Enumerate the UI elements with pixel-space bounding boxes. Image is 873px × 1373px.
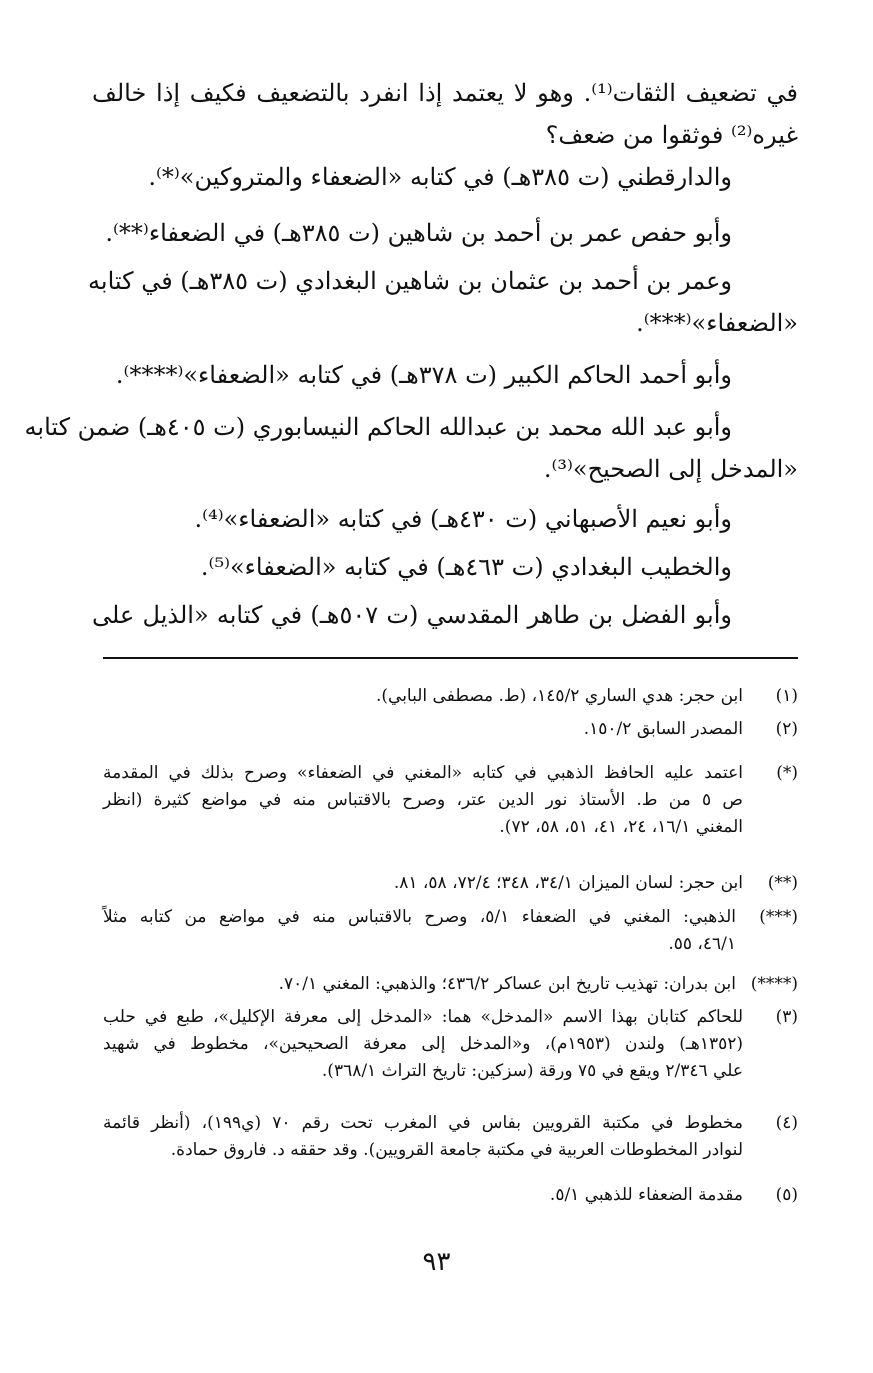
footnote-text: ابن حجر: هدي الساري ١٤٥/٢، (ط. مصطفى البابي).: [376, 686, 743, 706]
footnote-text: ابن بدران: تهذيب تاريخ ابن عساكر ٤٣٦/٢؛ والذهبي: المغني ٧٠/١.: [278, 974, 736, 994]
body-line-12: وأبو الفضل بن طاهر المقدسي (ت ٥٠٧هـ) في كتابه «الذيل على: [92, 601, 732, 629]
footnote-mark: (٣): [775, 1007, 798, 1027]
footnote-5: [103, 1182, 798, 1209]
body-line-5: وعمر بن أحمد بن عثمان بن شاهين البغدادي (ت ٣٨٥هـ) في كتابه: [88, 267, 732, 295]
footnote-text: المصدر السابق ١٥٠/٢.: [583, 719, 743, 739]
footnote-mark: (****): [750, 974, 798, 994]
footnote-mark: (**): [767, 873, 798, 893]
footnote-text: ابن حجر: لسان الميزان ٣٤/١، ٣٤٨؛ ٧٢/٤، ٥٨، ٨١.: [393, 873, 743, 893]
footnote-text: علي ٢/٣٤٦ ويقع في ٧٥ ورقة (سزكين: تاريخ التراث ٣٦٨/١).: [321, 1061, 743, 1081]
body-line-10: وأبو نعيم الأصبهاني (ت ٤٣٠هـ) في كتابه «الضعفاء»⁽⁴⁾.: [194, 505, 732, 533]
body-line-1: في تضعيف الثقات⁽¹⁾. وهو لا يعتمد إذا انفرد بالتضعيف فكيف إذا خالف: [92, 79, 798, 107]
body-line-8: وأبو عبد الله محمد بن عبدالله الحاكم النيسابوري (ت ٤٠٥هـ) ضمن كتابه: [24, 413, 732, 441]
body-line-9: «المدخل إلى الصحيح»⁽³⁾.: [543, 455, 798, 483]
body-line-11: والخطيب البغدادي (ت ٤٦٣هـ) في كتابه «الضعفاء»⁽⁵⁾.: [200, 553, 732, 581]
footnote-text: ص ٥ من ط. الأستاذ نور الدين عتر، وصرح بالاقتباس منه في مواضع كثيرة (انظر: [103, 790, 743, 810]
footnote-text: لنوادر المخطوطات العربية في مكتبة جامعة القرويين). وقد حققه د. فاروق حمادة.: [170, 1140, 743, 1160]
footnote-text: المغني ١٦/١، ٢٤، ٤١، ٥١، ٥٨، ٧٢).: [499, 817, 743, 837]
footnote-text: ٤٦/١، ٥٥.: [668, 934, 736, 954]
footnote-text: مقدمة الضعفاء للذهبي ٥/١.: [549, 1185, 743, 1205]
footnote-text: للحاكم كتابان بهذا الاسم «المدخل» هما: «المدخل إلى معرفة الإكليل»، طبع في حلب: [103, 1007, 743, 1027]
footnote-2: [103, 716, 798, 743]
footnote-text: (١٣٥٢هـ) ولندن (١٩٥٣م)، و«المدخل إلى معرفة الصحيحين»، مخطوط في شهيد: [103, 1034, 743, 1054]
footnote-star-2: [103, 870, 798, 897]
footnote-mark: (٢): [775, 719, 798, 739]
footnote-text: اعتمد عليه الحافظ الذهبي في كتابه «المغني في الضعفاء» وصرح بذلك في المقدمة: [103, 763, 743, 783]
footnote-mark: (***): [759, 907, 798, 927]
footnote-4: [103, 1110, 798, 1164]
body-line-6: «الضعفاء»⁽***⁾.: [636, 309, 798, 337]
footnote-mark: (١): [775, 686, 798, 706]
footnote-3: [103, 1004, 798, 1085]
body-line-4: وأبو حفص عمر بن أحمد بن شاهين (ت ٣٨٥هـ) في الضعفاء⁽**⁾.: [105, 219, 732, 247]
footnote-star-1: [103, 760, 798, 841]
footnote-mark: (٥): [775, 1185, 798, 1205]
footnote-mark: (٤): [775, 1113, 798, 1133]
body-line-7: وأبو أحمد الحاكم الكبير (ت ٣٧٨هـ) في كتابه «الضعفاء»⁽****⁾.: [115, 361, 732, 389]
footnote-1: [103, 683, 798, 710]
footnote-mark: (*): [776, 763, 798, 783]
footnote-text: الذهبي: المغني في الضعفاء ٥/١، وصرح بالاقتباس منه في مواضع من كتابه مثلاً: [103, 907, 736, 927]
body-line-2: غيره⁽²⁾ فوثقوا من ضعف؟: [545, 121, 798, 149]
body-line-3: والدارقطني (ت ٣٨٥هـ) في كتابه «الضعفاء والمتروكين»⁽*⁾.: [148, 163, 732, 191]
footnote-text: مخطوط في مكتبة القرويين بفاس في المغرب تحت رقم ٧٠ (ي١٩٩)، (أنظر قائمة: [103, 1113, 744, 1133]
footnote-separator: [103, 657, 798, 659]
footnote-star-3: [103, 904, 798, 958]
page-number: ٩٣: [422, 1247, 451, 1277]
footnote-star-4: [103, 971, 798, 998]
